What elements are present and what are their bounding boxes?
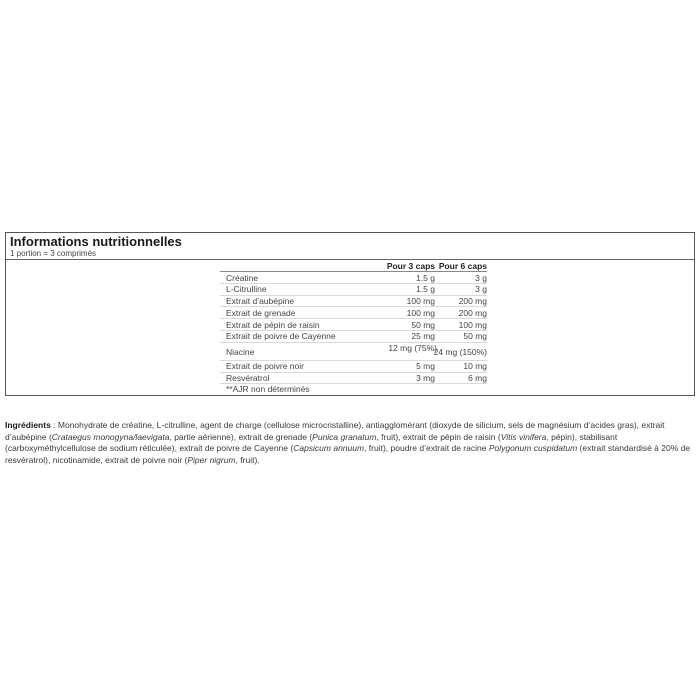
footnote-text: **AJR non déterminés [226,384,310,395]
table-row [220,307,487,319]
value-6-caps: 3 g [475,272,487,283]
value-6-caps: 24 mg (150%) [433,346,487,357]
ingredients-text-part: : Monohydrate de créatine, L-citrulline, agent de charge (cellulose microcristalline), antiagglomérant (dioxyde de silicium, sels de magnésium d’acides gras), extrait d’aubépine ( [5,420,665,442]
value-6-caps: 10 mg [463,361,487,372]
nutrient-name: Niacine [226,346,255,357]
latin-name: Piper nigrum [187,455,236,466]
table-row [220,373,487,385]
ingredients-text-part: , partie aérienne), extrait de grenade ( [169,431,313,442]
table-row [220,343,487,361]
table-header [220,261,487,272]
column-header-6-caps: Pour 6 caps [438,261,487,271]
table-row [220,331,487,343]
table-row [220,296,487,308]
column-header-3-caps: Pour 3 caps [386,261,435,271]
latin-name: Punica granatum [312,431,377,442]
value-3-caps: 50 mg [411,319,435,330]
ingredients-text-part: , fruit), poudre d’extrait de racine [364,443,489,454]
nutrient-name: Extrait de poivre de Cayenne [226,331,336,342]
value-3-caps: 25 mg [411,331,435,342]
latin-name: Vitis vinifera [500,431,547,442]
table-row [220,361,487,373]
nutrient-name: Créatine [226,272,259,283]
nutrition-facts-panel [5,232,695,396]
value-3-caps: 12 mg (75%) [388,342,437,353]
latin-name: Polygonum cuspidatum [488,443,578,454]
value-6-caps: 50 mg [463,331,487,342]
nutrient-name: Extrait de grenade [226,307,296,318]
ingredients-text-part: (extrait standardisé à 20% de resvératrol), nicotinamide, extrait de poivre noir ( [5,443,691,466]
ingredients-paragraph [5,420,695,467]
value-6-caps: 3 g [475,284,487,295]
table-row [220,319,487,331]
nutrient-name: Extrait de pépin de raisin [226,319,320,330]
nutrition-title: Informations nutritionnelles [10,234,182,249]
ingredients-text-part: , fruit). [235,455,260,466]
table-row [220,272,487,284]
value-3-caps: 100 mg [406,296,435,307]
nutrient-name: L-Citrulline [226,284,267,295]
serving-size: 1 portion = 3 comprimés [10,249,97,258]
value-3-caps: 1.5 g [416,272,435,283]
nutrient-name: Resvératrol [226,373,270,384]
value-6-caps: 6 mg [468,373,487,384]
nutrition-table [220,261,487,395]
latin-name: Crataegus monogyna/laevigata [51,431,170,442]
ingredients-label: Ingrédients [5,420,51,430]
nutrient-name: Extrait d’aubépine [226,296,295,307]
table-row [220,284,487,296]
value-6-caps: 200 mg [458,296,487,307]
value-3-caps: 100 mg [406,307,435,318]
table-footnote [220,384,487,395]
value-3-caps: 3 mg [416,373,435,384]
latin-name: Capsicum annuum [293,443,365,454]
value-3-caps: 1.5 g [416,284,435,295]
ingredients-text-part: , pépin), stabilisant (carboxyméthylcellulose de sodium réticulée), extrait de poivre de Cayenne ( [5,431,618,454]
value-3-caps: 5 mg [416,361,435,372]
title-divider [6,259,694,260]
nutrient-name: Extrait de poivre noir [226,361,304,372]
ingredients-text-part: , fruit), extrait de pépin de raisin ( [376,431,501,442]
value-6-caps: 100 mg [458,319,487,330]
value-6-caps: 200 mg [458,307,487,318]
